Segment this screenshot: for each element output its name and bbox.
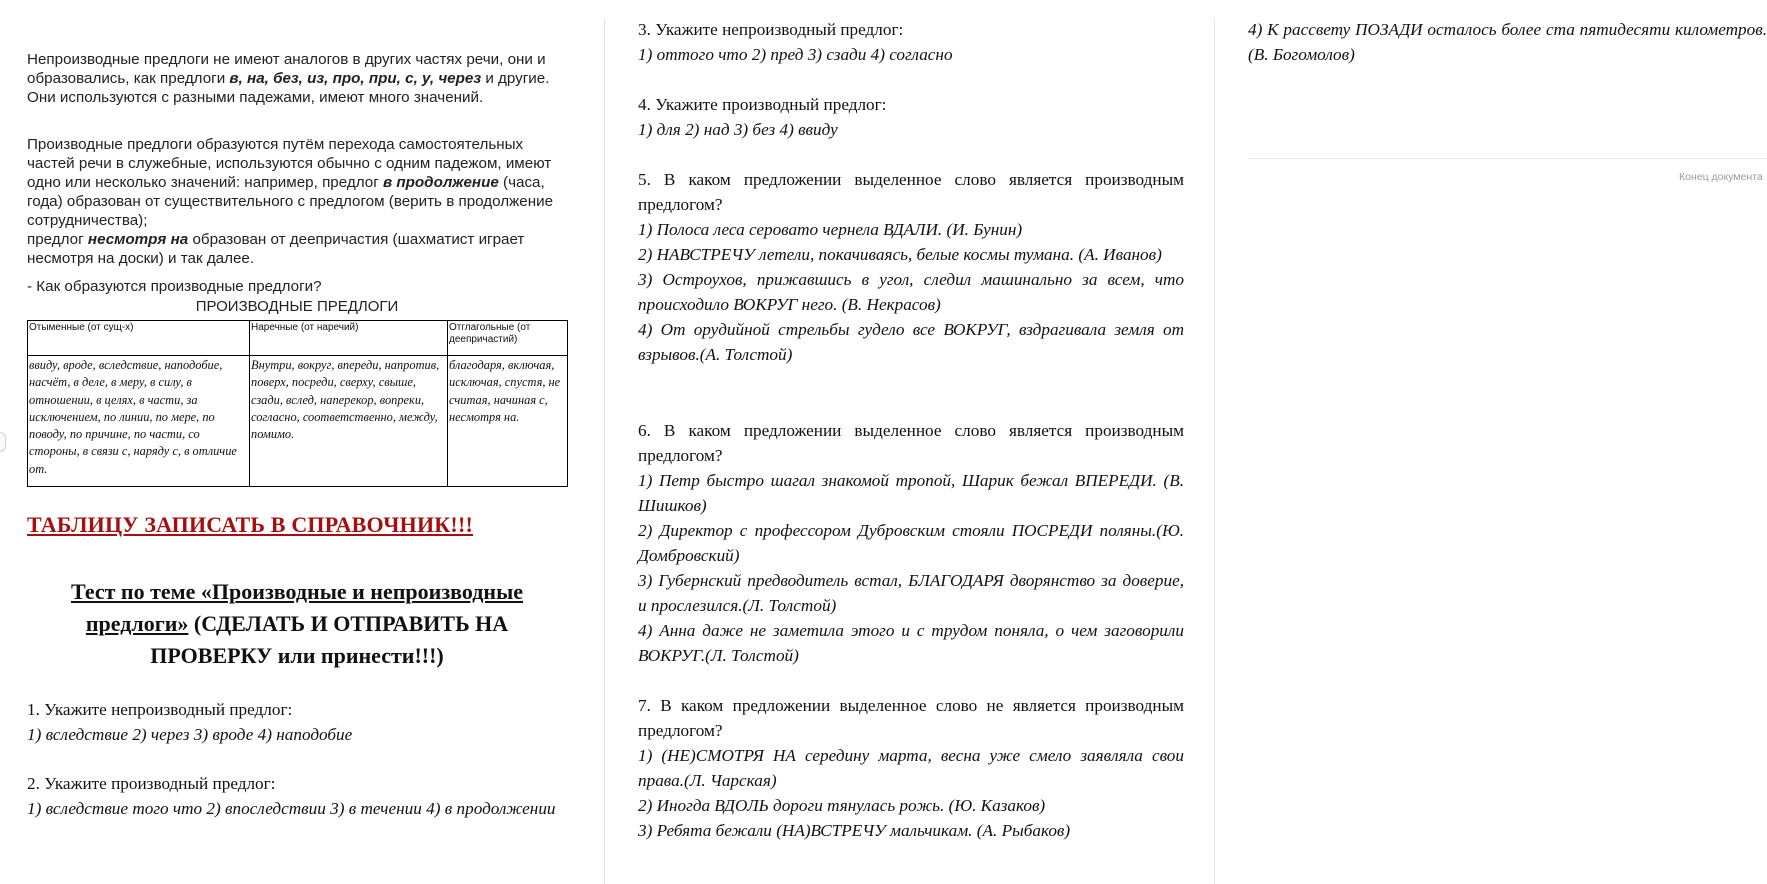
theory-question: - Как образуются производные предлоги?: [27, 278, 322, 295]
question-text: 5. В каком предложении выделенное слово является производным предлогом?: [638, 170, 1184, 214]
text: (часа, года) образован от существительного с предлогом (верить в продолжение сотрудничества);: [27, 174, 554, 229]
answer-option: 2) НАВСТРЕЧУ летели, покачиваясь, белые космы тумана. (А. Иванов): [638, 245, 1162, 264]
table-cell: ввиду, вроде, вследствие, наподобие, насчёт, в деле, в меру, в силу, в отношении, в целях, в части, за исключением, по линии, по мере, по поводу, по причине, по части, со стороны, в связи с, наряду с, в отличие от.: [28, 356, 250, 487]
text: Производные предлоги образуются путём перехода самостоятельных частей речи в служебные, используются обычно с одним падежом, имеют одно или несколько значений: например, предлог: [27, 136, 552, 191]
table-cell: Внутри, вокруг, впереди, напротив, поверх, посреди, сверху, свыше, сзади, вслед, наперекор, вопреки, согласно, соответственно, между, помимо.: [250, 356, 448, 487]
answer-options: 1) для 2) над 3) без 4) ввиду: [638, 120, 838, 139]
answer-option: 4) От орудийной стрельбы гудело все ВОКРУГ, вздрагивала земля от взрывов.(А. Толстой): [638, 320, 1184, 364]
answer-option: 2) Директор с профессором Дубровским стояли ПОСРЕДИ поляны.(Ю. Домбровский): [638, 521, 1184, 565]
answer-options: 1) вследствие того что 2) впоследствии 3) в течении 4) в продолжении: [27, 799, 556, 818]
question-7: [638, 693, 1184, 843]
table-caption: ПРОИЗВОДНЫЕ ПРЕДЛОГИ: [195, 298, 399, 315]
answer-option: 1) (НЕ)СМОТРЯ НА середину марта, весна уже смело заявляла свои права.(Л. Чарская): [638, 746, 1184, 790]
answer-option: 4) К рассвету ПОЗАДИ осталось более ста пятидесяти километров. (В. Богомолов): [1248, 20, 1767, 64]
text: предлог: [27, 231, 88, 248]
question-text: 7. В каком предложении выделенное слово не является производным предлогом?: [638, 696, 1184, 740]
question-2: [27, 771, 567, 821]
question-1: [27, 697, 567, 747]
table-header: Отыменные (от сущ-х): [28, 321, 250, 356]
question-3: [638, 17, 1184, 67]
answer-option: 2) Иногда ВДОЛЬ дороги тянулась рожь. (Ю. Казаков): [638, 796, 1046, 815]
emphasis: в, на, без, из, про, при, с, у, через: [229, 70, 482, 87]
question-text: 3. Укажите непроизводный предлог:: [638, 20, 904, 39]
derived-prepositions-table: [27, 320, 568, 487]
test-title-underlined: Тест по теме «Производные и непроизводные предлоги»: [70, 579, 524, 636]
answer-options: 1) вследствие 2) через 3) вроде 4) наподобие: [27, 725, 353, 744]
emphasis: в продолжение: [382, 174, 499, 191]
answer-option: 3) Ребята бежали (НА)ВСТРЕЧУ мальчикам. (А. Рыбаков): [638, 821, 1071, 840]
text: образован от деепричастия (шахматист играет несмотря на доски) и так далее.: [27, 231, 525, 267]
answer-option: 3) Остроухов, прижавшись в угол, следил машинально за всем, что происходило ВОКРУГ него. (В. Некрасов): [638, 270, 1184, 314]
page-column-1: [0, 0, 604, 884]
question-text: 4. Укажите производный предлог:: [638, 95, 887, 114]
answer-option: 4) Анна даже не заметила этого и с трудом поняла, о чем заговорили ВОКРУГ.(Л. Толстой): [638, 621, 1184, 665]
text: и другие. Они используются с разными падежами, имеют много значений.: [27, 70, 550, 106]
answer-option: 1) Полоса леса серовато чернела ВДАЛИ. (И. Бунин): [638, 220, 1023, 239]
answer-option: 3) Губернский предводитель встал, БЛАГОДАРЯ дворянство за доверие, и прослезился.(Л. Толстой): [638, 571, 1184, 615]
question-5: [638, 167, 1184, 367]
question-6: [638, 418, 1184, 668]
end-of-document-divider: [1248, 158, 1767, 159]
question-7-continued: [1248, 17, 1767, 67]
end-of-document-label: Конец документа: [1679, 171, 1763, 183]
notice-heading: ТАБЛИЦУ ЗАПИСАТЬ В СПРАВОЧНИК!!!: [27, 512, 473, 537]
page-column-3: [1215, 0, 1767, 884]
theory-paragraph-nonderived: [27, 50, 567, 107]
question-text: 1. Укажите непроизводный предлог:: [27, 700, 293, 719]
question-text: 6. В каком предложении выделенное слово является производным предлогом?: [638, 421, 1184, 465]
answer-options: 1) оттого что 2) пред 3) сзади 4) согласно: [638, 45, 953, 64]
test-title-rest: (СДЕЛАТЬ И ОТПРАВИТЬ НА ПРОВЕРКУ или принести!!!): [150, 611, 509, 668]
emphasis: несмотря на: [87, 231, 189, 248]
answer-option: 1) Петр быстро шагал знакомой тропой, Шарик бежал ВПЕРЕДИ. (В. Шишков): [638, 471, 1184, 515]
table-header: Наречные (от наречий): [250, 321, 448, 356]
question-4: [638, 92, 1184, 142]
page-column-2: [605, 0, 1214, 884]
test-title: [27, 576, 567, 672]
theory-paragraph-derived: [27, 135, 567, 268]
table-header: Отглагольные (от деепричастий): [448, 321, 568, 356]
text: Непроизводные предлоги не имеют аналогов в других частях речи, они и образовались, как предлоги: [27, 51, 546, 87]
table-cell: благодаря, включая, исключая, спустя, не считая, начиная с, несмотря на.: [448, 356, 568, 487]
question-text: 2. Укажите производный предлог:: [27, 774, 276, 793]
